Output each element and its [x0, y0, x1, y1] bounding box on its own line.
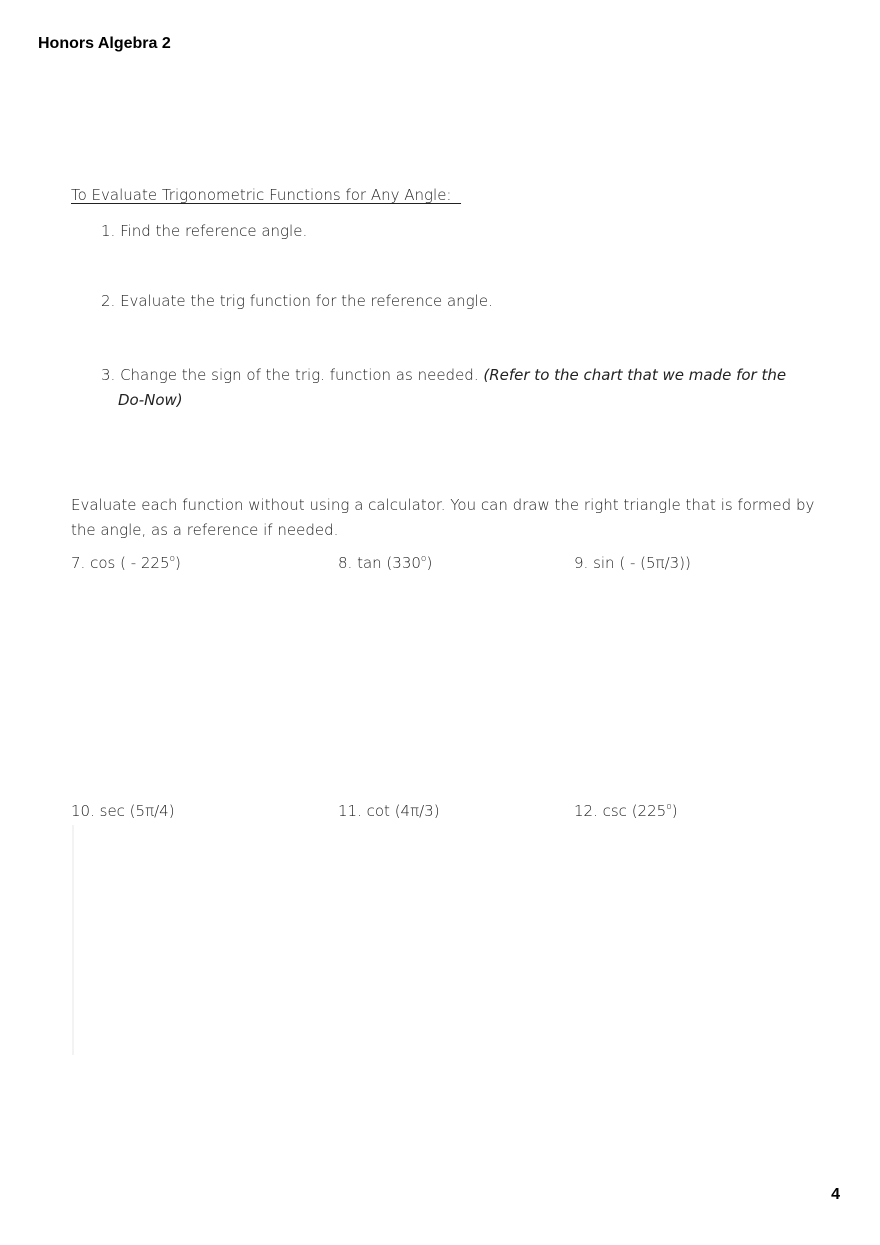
degree-symbol: o — [169, 554, 176, 564]
problem-8-text: 8. tan (330 — [338, 554, 421, 572]
scan-artifact-line — [72, 825, 74, 1055]
problem-7-tail: ) — [175, 554, 181, 572]
problem-10 — [71, 802, 175, 820]
step-3-note-continued: Do-Now) — [118, 391, 183, 409]
section-heading: To Evaluate Trigonometric Functions for Any Angle: — [71, 186, 462, 204]
problem-9 — [574, 554, 691, 572]
step-3 — [101, 363, 801, 413]
problem-8 — [338, 554, 432, 572]
problem-11 — [338, 802, 440, 820]
problem-7-text: 7. cos ( - 225 — [71, 554, 170, 572]
problem-10-text: 10. sec (5π/4) — [71, 802, 175, 820]
degree-symbol: o — [420, 554, 427, 564]
problem-12 — [574, 802, 678, 820]
problem-8-tail: ) — [426, 554, 433, 572]
instructions: Evaluate each function without using a calculator. You can draw the right triangle that is formed by the angle, as a reference if needed. — [71, 496, 815, 539]
degree-symbol: o — [666, 802, 672, 812]
problem-7 — [71, 554, 181, 572]
step-1: 1. Find the reference angle. — [101, 222, 308, 240]
problem-12-text: 12. csc (225 — [574, 802, 667, 820]
course-title: Honors Algebra 2 — [38, 35, 171, 52]
step-3-note: (Refer to the chart that we made for the — [483, 366, 787, 384]
problem-12-tail: ) — [671, 802, 678, 820]
problem-9-text: 9. sin ( - (5π/3)) — [574, 554, 691, 572]
step-2: 2. Evaluate the trig function for the reference angle. — [101, 292, 493, 310]
page-number: 4 — [831, 1186, 840, 1203]
step-3-text: 3. Change the sign of the trig. function as needed. — [101, 366, 484, 384]
problem-11-text: 11. cot (4π/3) — [338, 802, 440, 820]
